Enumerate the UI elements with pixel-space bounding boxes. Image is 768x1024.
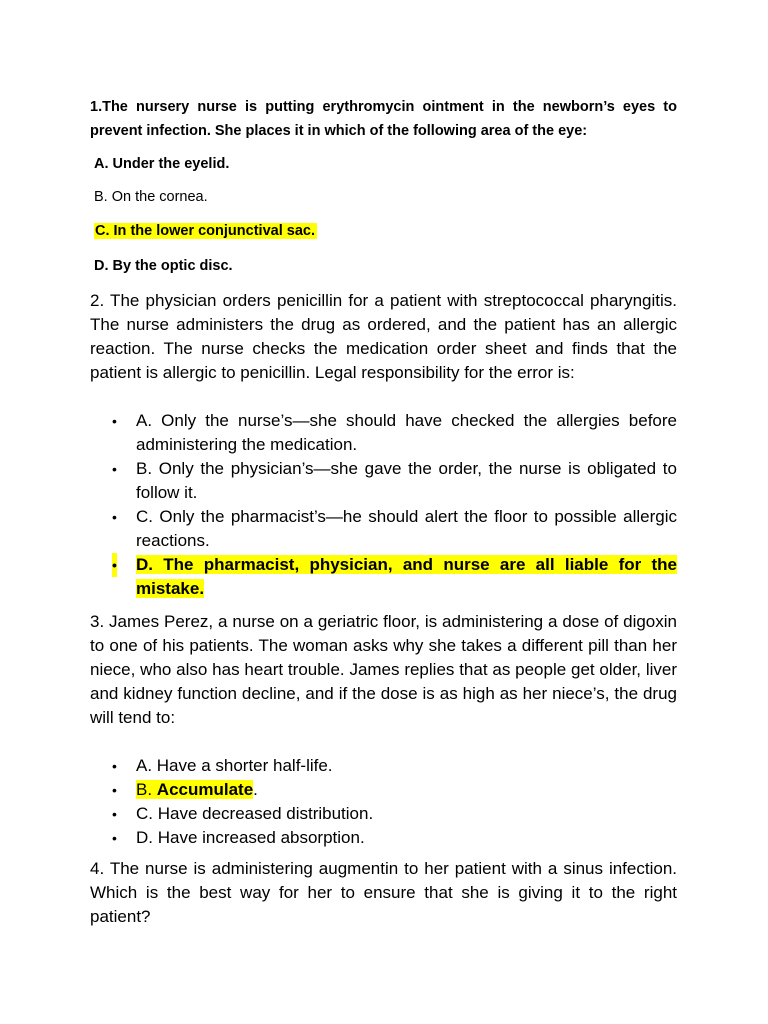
- question-3-option-c: [90, 802, 677, 826]
- answer-highlight: C. In the lower conjunctival sac.: [95, 223, 315, 239]
- option-text: D. Have increased absorption.: [136, 828, 365, 847]
- bullet-icon: •: [112, 509, 117, 525]
- question-1-option-b: B. On the cornea.: [94, 189, 208, 205]
- bullet-icon: •: [112, 758, 117, 774]
- question-3-options: [90, 754, 677, 850]
- option-text: C. Have decreased distribution.: [136, 804, 374, 823]
- question-2-option-d-answer: [90, 553, 677, 601]
- question-3-option-b-answer: [90, 778, 677, 802]
- bullet-icon: •: [112, 413, 117, 429]
- question-3-option-d: [90, 826, 677, 850]
- bullet-icon: •: [112, 806, 117, 822]
- option-text: A. Only the nurse’s—she should have checked the allergies before administering the medication.: [136, 411, 677, 454]
- question-1-text: 1.The nursery nurse is putting erythromycin ointment in the newborn’s eyes to prevent infection. She places it in which of the following area of the eye:: [90, 99, 677, 139]
- answer-highlight: Accumulate: [156, 780, 254, 799]
- question-2-text: 2. The physician orders penicillin for a patient with streptococcal pharyngitis. The nurse administers the drug as ordered, and the patient has an allergic reaction. The nurse checks the medication order sheet and finds that the patient is allergic to penicillin. Legal responsibility for the error is:: [90, 291, 677, 382]
- bullet-icon: •: [112, 782, 117, 798]
- answer-highlight: D. The pharmacist, physician, and nurse are all liable for the mistake.: [136, 555, 677, 598]
- option-punctuation: .: [253, 780, 258, 799]
- question-4-text: 4. The nurse is administering augmentin to her patient with a sinus infection. Which is the best way for her to ensure that she is giving it to the right patient?: [90, 859, 677, 926]
- question-2-option-b: [90, 457, 677, 505]
- question-1-option-d: D. By the optic disc.: [94, 258, 233, 274]
- bullet-icon: •: [112, 830, 117, 846]
- option-text: A. Have a shorter half-life.: [136, 756, 333, 775]
- question-3-option-a: [90, 754, 677, 778]
- option-text: C. Only the pharmacist’s—he should alert the floor to possible allergic reactions.: [136, 507, 677, 550]
- question-2-options: [90, 409, 677, 601]
- question-2-option-c: [90, 505, 677, 553]
- question-1-option-c-answer: [94, 221, 317, 241]
- option-text: B. Only the physician’s—she gave the order, the nurse is obligated to follow it.: [136, 459, 677, 502]
- question-1-option-a: A. Under the eyelid.: [94, 156, 230, 172]
- bullet-icon: •: [112, 553, 117, 577]
- option-label: B.: [136, 780, 157, 799]
- question-3-text: 3. James Perez, a nurse on a geriatric floor, is administering a dose of digoxin to one of his patients. The woman asks why she takes a different pill than her niece, who also has heart trouble. James replies that as people get older, liver and kidney function decline, and if the dose is as high as her niece’s, the drug will tend to:: [90, 612, 677, 727]
- bullet-icon: •: [112, 461, 117, 477]
- question-2-option-a: [90, 409, 677, 457]
